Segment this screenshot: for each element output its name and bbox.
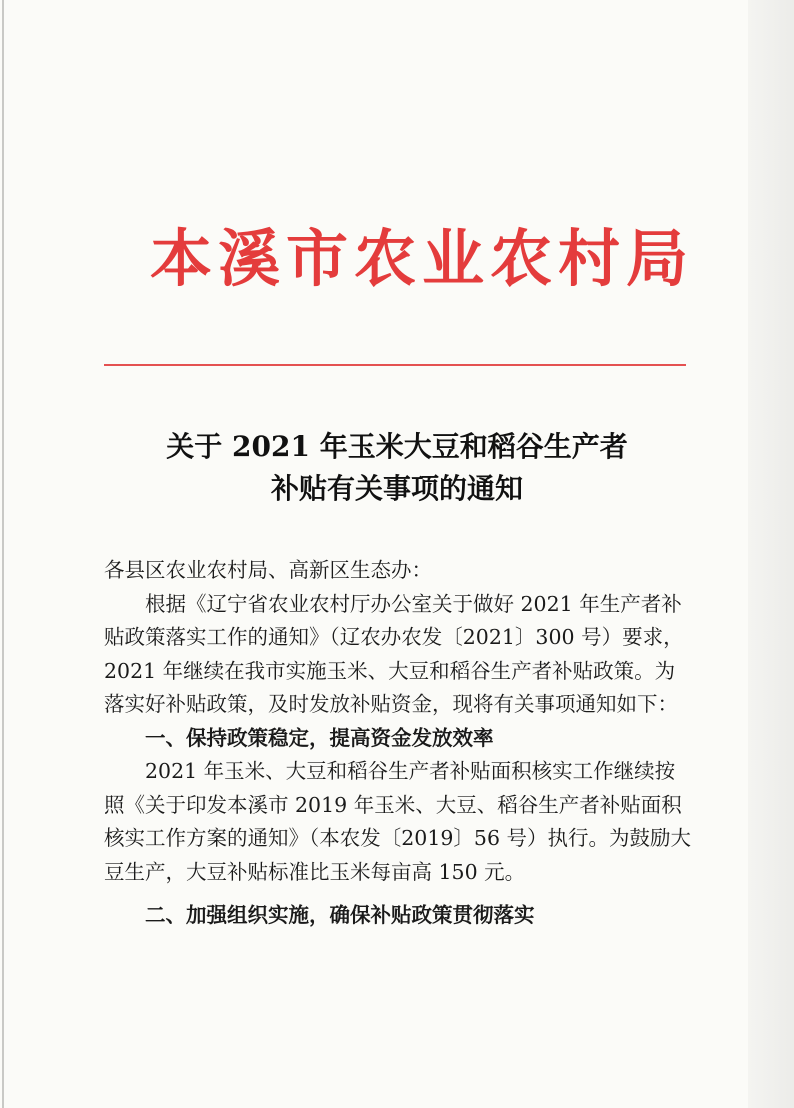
notice-title-line-2: 补贴有关事项的通知 [270,472,523,505]
section-1-line-1: 2021 年玉米、大豆和稻谷生产者补贴面积核实工作继续按 [145,759,676,783]
notice-body [104,554,694,933]
paragraph-gap [104,889,694,899]
section-1-line-4: 豆生产，大豆补贴标准比玉米每亩高 150 元。 [104,859,526,884]
section-1-line-2: 照《关于印发本溪市 2019 年玉米、大豆、稻谷生产者补贴面积 [104,792,682,817]
section-1-heading: 一、保持政策稳定，提高资金发放效率 [145,725,494,750]
notice-title [100,426,694,510]
intro-line-2: 贴政策落实工作的通知》（辽农办农发〔2021〕300 号）要求， [104,625,684,649]
issuing-authority-header: 本溪市农业农村局 [150,222,695,295]
addressee: 各县区农业农村局、高新区生态办： [104,558,432,582]
intro-line-3: 2021 年继续在我市实施玉米、大豆和稻谷生产者补贴政策。为 [104,658,676,683]
notice-title-line-1: 关于 2021 年玉米大豆和稻谷生产者 [166,430,628,463]
header-red-rule [104,364,686,366]
intro-line-4: 落实好补贴政策，及时发放补贴资金，现将有关事项通知如下： [104,692,678,716]
scan-edge-right [748,0,794,1108]
intro-line-1: 根据《辽宁省农业农村厅办公室关于做好 2021 年生产者补 [145,591,682,616]
section-2-heading: 二、加强组织实施，确保补贴政策贯彻落实 [145,903,535,927]
section-1-line-3: 核实工作方案的通知》（本农发〔2019〕56 号）执行。为鼓励大 [104,826,692,850]
scan-edge-left [2,0,4,1108]
